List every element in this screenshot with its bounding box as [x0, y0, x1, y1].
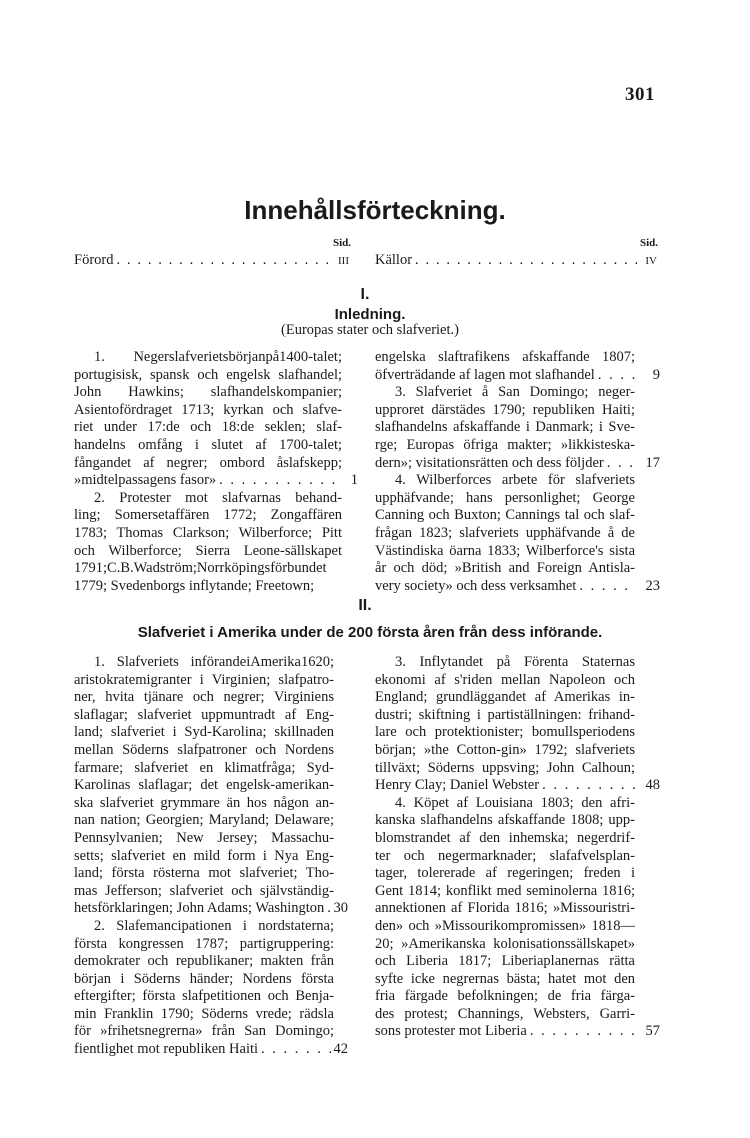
toc-entry-line: Karolinas slaflagar; det engelsk-amerikan-: [74, 777, 334, 794]
toc-entry-line: 1791;C.B.Wadström;Norrköpingsförbundet: [74, 560, 327, 577]
toc-entry-line: ter och negermarknader; slafafvelsplan-: [375, 847, 635, 864]
toc-entry-line: land; första rösterna mot slafveriet; Tho-: [74, 865, 334, 882]
toc-entry-line: 1. Slafveriets införandeiAmerika1620;: [94, 654, 334, 670]
toc-entry-line: [375, 455, 635, 473]
toc-entry-line: Västindiska öarna 1833; Wilberforce's sista: [375, 542, 635, 559]
toc-entry-line: Gent 1814; konflikt med seminolerna 1816;: [375, 882, 635, 899]
toc-entry-page: 30: [333, 900, 348, 917]
toc-entry-line: tillväxt; Söderns uppsving; John Calhoun;: [375, 759, 635, 776]
toc-entry-line: England; grundläggandet af Amerikas in-: [375, 689, 635, 706]
leader-dots: [604, 455, 635, 473]
toc-entry-line: [375, 578, 635, 596]
toc-entry-line: John Hawkins; slafhandelskompanier;: [74, 384, 342, 401]
toc-entry-text: fientlighet mot republiken Haiti: [74, 1041, 259, 1058]
toc-entry-line: början i Söderns händer; Nordens första: [74, 970, 334, 987]
toc-entry-text: dern»; visitationsrätten och dess följder: [375, 454, 604, 471]
front-item-page: IV: [645, 255, 657, 267]
toc-entry-line: [74, 900, 334, 918]
toc-entry-line: engelska slaftrafikens afskaffande 1807;: [375, 349, 635, 365]
toc-entry: [375, 349, 635, 384]
toc-entry-line: [74, 472, 342, 490]
section-1-left-column: [74, 349, 358, 595]
toc-entry-text: sons protester mot Liberia: [375, 1023, 527, 1040]
toc-entry-line: [375, 1023, 635, 1041]
toc-entry-line: tager, tolererade af regeringen; freden i: [375, 865, 635, 882]
toc-entry-line: portugisisk, spansk och engelsk slafhandel;: [74, 366, 342, 383]
toc-entry-page: 48: [645, 777, 660, 794]
toc-entry-line: farmare; slafveriet en klimatfråga; Syd-: [74, 759, 334, 776]
toc-entry-page: 57: [645, 1023, 660, 1040]
toc-entry-line: kanska slafhandelns afskaffande 1808; upp-: [375, 812, 635, 829]
section-1-number: I.: [360, 286, 370, 303]
toc-entry-line: och Liberia 1817; Liberiaplanernas rätta: [375, 953, 635, 970]
toc-entry-text: Henry Clay; Daniel Webster: [375, 777, 540, 794]
toc-entry-line: fria färgade befolkningen; de fria färga-: [375, 988, 635, 1005]
section-1-subtitle: (Europas stater och slafveriet.): [281, 322, 459, 338]
toc-entry-line: frågan 1823; slafveriets upphäfvande å de: [375, 524, 635, 541]
toc-entry-line: min Franklin 1790; Söderns vrede; rädsla: [74, 1005, 334, 1022]
toc-entry-line: mellan Söderns slafpatroner och Nordens: [74, 741, 334, 758]
leader-dots: [576, 578, 635, 596]
toc-entry-line: [375, 777, 635, 795]
toc-entry-line: slaflagar; slafveriet uppmuntradt af Eng-: [74, 706, 334, 723]
toc-entry-line: nan nation; Georgien; Maryland; Delaware;: [74, 812, 334, 829]
front-item-label: Källor: [375, 252, 413, 268]
toc-entry-line: slafhandelns afskaffande i Danmark; i Sve-: [375, 419, 635, 436]
section-1-title: Inledning.: [334, 306, 406, 323]
toc-entry-line: 4. Wilberforces arbete för slafveriets: [395, 472, 635, 489]
toc-entry-line: mas Jefferson; slafveriet och självständig-: [74, 882, 334, 899]
toc-entry-line: rge; Europas öfriga makter; »likkisteska-: [375, 436, 635, 453]
page-number: 301: [625, 84, 655, 105]
section-2-title: Slafveriet i Amerika under de 200 första åren från dess införande.: [137, 624, 603, 641]
toc-entry-line: för »frihetsnegrerna» från San Domingo;: [74, 1023, 334, 1040]
toc-entry-text: »midtelpassagens fasor»: [74, 472, 217, 489]
toc-entry: [74, 654, 334, 918]
toc-entry: [375, 654, 635, 795]
toc-entry-line: Pennsylvanien; New Jersey; Massachu-: [74, 829, 334, 846]
toc-entry-line: demokrater och republikaner; makten från: [74, 953, 334, 970]
toc-entry-line: 1779; Svedenborgs inflytande; Freetown;: [74, 577, 315, 594]
toc-entry-text: hetsförklaringen; John Adams; Washington: [74, 900, 325, 917]
toc-entry-line: 1783; Thomas Clarkson; Wilberforce; Pitt: [74, 524, 342, 541]
toc-entry-line: des protest; Channings, Websters, Garri-: [375, 1005, 635, 1022]
toc-entry-line: 2. Protester mot slafvarnas behand-: [94, 489, 342, 506]
section-2-left-column: [74, 654, 348, 1059]
sid-label-left: Sid.: [333, 237, 352, 249]
front-item-forord: [74, 252, 349, 269]
toc-entry-line: ska slafveriet grymmare än hos någon an-: [74, 794, 334, 811]
toc-entry-line: lare och protektionister; bomullsperiodens: [375, 724, 635, 741]
toc-entry-line: annektionen af Florida 1816; »Missouristri-: [375, 900, 635, 917]
section-2-right-column: [375, 654, 660, 1041]
toc-entry-line: 2. Slafemancipationen i nordstaterna;: [94, 917, 334, 934]
toc-entry-line: fångandet af negrer; ombord åslafskepp;: [74, 454, 342, 471]
section-1-right-column: [375, 349, 660, 595]
toc-entry-line: 3. Slafveriet å San Domingo; neger-: [395, 384, 635, 401]
leader-dots: [527, 1023, 635, 1041]
section-2-number: II.: [358, 597, 372, 614]
toc-entry-line: land; slafveriet i Syd-Karolina; skillnaden: [74, 724, 334, 741]
page-title: Innehållsförteckning.: [244, 195, 506, 225]
toc-entry-line: upproret därstädes 1790; republiken Haiti;: [375, 401, 635, 418]
toc-entry-line: upphäfvande; hans personlighet; George: [375, 489, 635, 506]
toc-entry-line: setts; slafveriet en mild form i Nya Eng-: [74, 847, 334, 864]
toc-entry: [74, 490, 342, 596]
toc-entry-page: 23: [645, 577, 660, 594]
leader-dots: [595, 367, 635, 385]
leader-dots: [216, 472, 342, 490]
toc-entry-line: 20; »Amerikanska kolonisationssällskapet»: [375, 935, 635, 952]
toc-entry-line: 4. Köpet af Louisiana 1803; den afri-: [395, 794, 635, 811]
toc-entry-line: blomstrandet af den inhemska; negerdrif-: [375, 829, 635, 846]
toc-entry-text: öfverträdande af lagen mot slafhandel: [375, 366, 595, 383]
toc-entry-line: [375, 367, 635, 385]
leader-dots: [415, 252, 641, 269]
toc-entry: [74, 918, 334, 1059]
leader-dots: [539, 777, 635, 795]
toc-entry-page: 9: [652, 366, 660, 383]
toc-entry-line: Canning och Buxton; Cannings tal och slaf-: [375, 507, 635, 524]
toc-entry-line: 1. Negerslafverietsbörjanpå1400-talet;: [94, 349, 342, 365]
toc-entry-line: år och död; »British and Foreign Antisla-: [375, 560, 635, 577]
front-item-label: Förord: [74, 252, 114, 268]
toc-entry-page: 1: [350, 472, 358, 489]
toc-entry-line: den» och »Missourikompromissen» 1818—: [375, 917, 635, 934]
toc-entry-page: 17: [645, 454, 660, 471]
toc-entry-line: ekonomi af s'riden mellan Napoleon och: [375, 671, 635, 688]
toc-entry-line: aristokratemigranter i Virginien; slafpatro-: [74, 671, 334, 688]
toc-entry: [74, 349, 342, 490]
sid-label-right: Sid.: [640, 237, 659, 249]
front-item-page: III: [338, 255, 349, 267]
toc-entry-line: Asientofördraget 1713; kyrkan och slafve-: [74, 401, 342, 418]
toc-entry-line: [74, 1041, 334, 1059]
toc-entry-line: eftergifter; första slafpetitionen och Benja-: [74, 988, 334, 1005]
toc-entry-line: dustri; skiftning i partiställningen: frihand-: [375, 706, 635, 723]
toc-entry-line: riet under 17:de och 18:de seklen; slaf-: [74, 419, 342, 436]
front-item-kallor: [375, 252, 657, 269]
toc-entry: [375, 795, 635, 1041]
toc-entry-line: första kongressen 1787; partigruppering:: [74, 935, 334, 952]
toc-entry-line: ner, hvita tjänare och negrer; Virginiens: [74, 689, 334, 706]
toc-entry-page: 42: [333, 1041, 348, 1058]
toc-entry-line: och Wilberforce; Sierra Leone-sällskapet: [74, 542, 342, 559]
toc-entry: [375, 472, 635, 595]
leader-dots: [116, 252, 334, 269]
toc-entry-line: 3. Inflytandet på Förenta Staternas: [395, 654, 635, 670]
toc-entry-line: handelns omfång i slutet af 1700-talet;: [74, 436, 342, 453]
toc-entry-line: ling; Somersetaffären 1772; Zongaffären: [74, 507, 342, 524]
toc-entry-line: början; »the Cotton-gin» 1792; slafveriets: [375, 741, 635, 758]
toc-entry: [375, 384, 635, 472]
toc-entry-text: very society» och dess verksamhet: [375, 577, 577, 594]
toc-entry-line: syfte icke negrernas bästa; hatet mot den: [375, 970, 635, 987]
